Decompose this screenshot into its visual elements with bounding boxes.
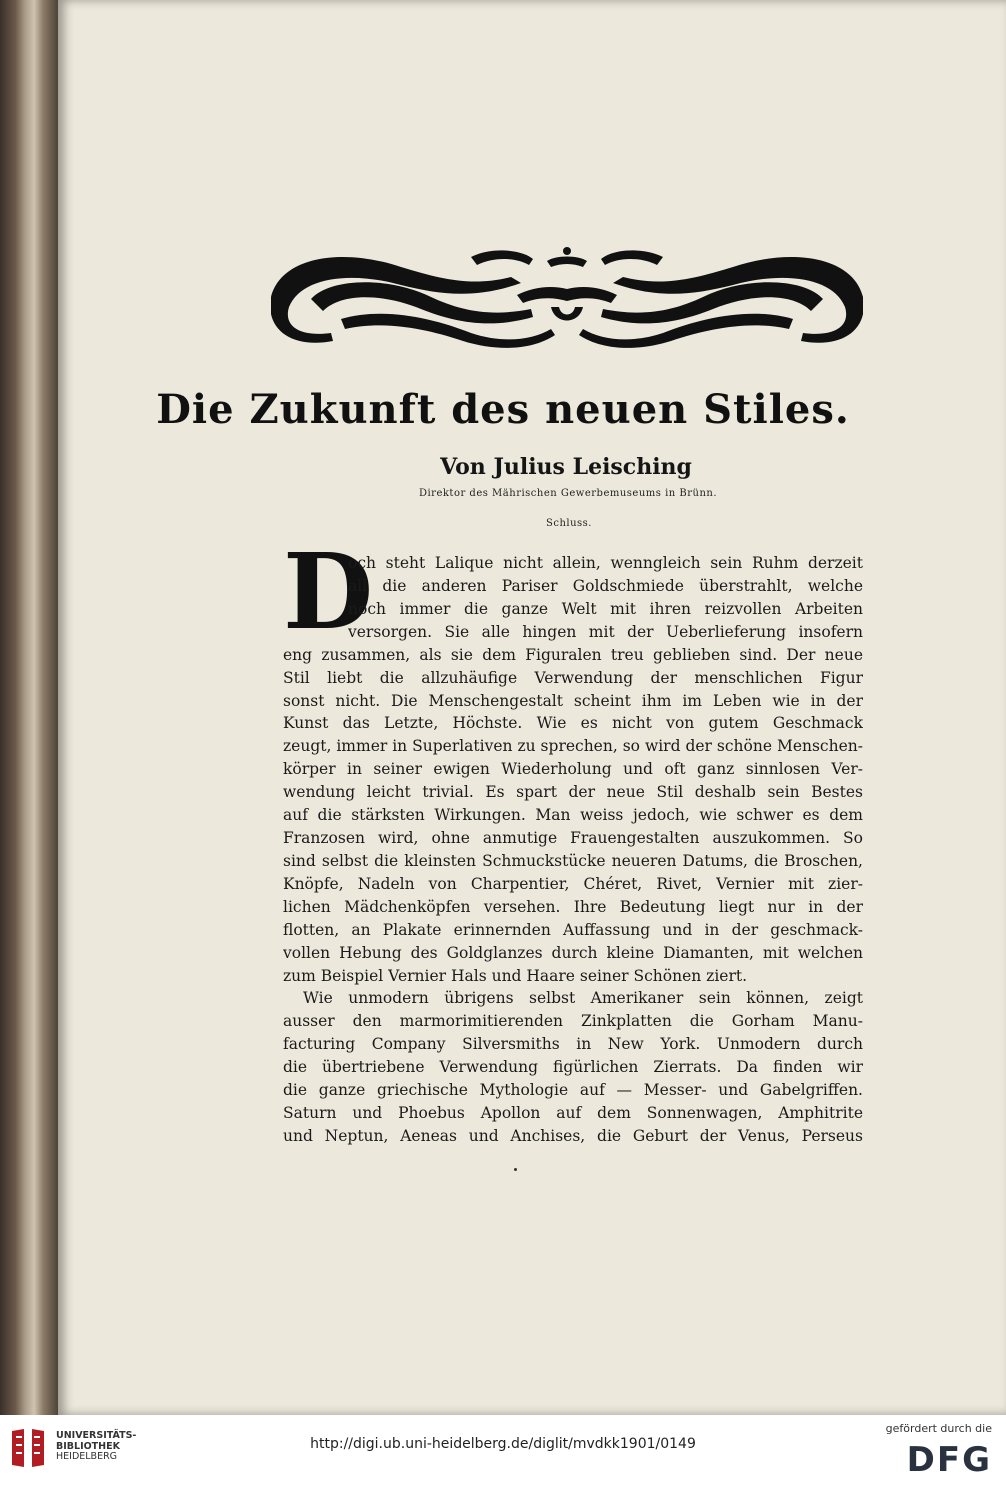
article-author: Von Julius Leisching	[440, 454, 692, 480]
text-line: vollen Hebung des Goldglanzes durch kleine Diamanten, mit welchen	[283, 943, 863, 962]
text-line: Wie unmodern übrigens selbst Amerikaner sein können, zeigt	[303, 989, 863, 1008]
article-title: Die Zukunft des neuen Stiles.	[156, 386, 850, 433]
text-line: zeugt, immer in Superlativen zu sprechen, so wird der schöne Menschen-	[283, 737, 863, 756]
text-line: körper in seiner ewigen Wiederholung und oft ganz sinnlosen Ver-	[283, 760, 863, 779]
text-line: eng zusammen, als sie dem Figuralen treu geblieben sind. Der neue	[283, 645, 863, 664]
book-spine	[0, 0, 62, 1415]
art-nouveau-ornament-icon	[271, 237, 863, 349]
text-line: Stil liebt die allzuhäufige Verwendung der menschlichen Figur	[283, 668, 863, 687]
text-line: facturing Company Silversmiths in New York. Unmodern durch	[283, 1035, 863, 1054]
text-line: all die anderen Pariser Goldschmiede überstrahlt, welche	[348, 576, 863, 595]
library-line-3: HEIDELBERG	[56, 1451, 118, 1462]
source-url-link[interactable]: http://digi.ub.uni-heidelberg.de/diglit/mvdkk1901/0149	[310, 1436, 696, 1452]
text-line: Knöpfe, Nadeln von Charpentier, Chéret, Rivet, Vernier mit zier-	[283, 874, 863, 893]
author-position: Direktor des Mährischen Gewerbemuseums in Brünn.	[418, 488, 718, 499]
text-line: flotten, an Plakate erinnernden Auffassung und in der geschmack-	[283, 920, 863, 939]
text-line: und Neptun, Aeneas und Anchises, die Geburt der Venus, Perseus	[283, 1127, 863, 1145]
text-line: Franzosen wird, ohne anmutige Frauengestalten auszukommen. So	[283, 829, 863, 848]
text-line: auf die stärksten Wirkungen. Man weiss jedoch, wie schwer es dem	[283, 806, 863, 825]
text-line: sind selbst die kleinsten Schmuckstücke neueren Datums, die Broschen,	[283, 851, 863, 870]
text-line: wendung leicht trivial. Es spart der neue Stil deshalb sein Bestes	[283, 783, 863, 802]
text-line: Saturn und Phoebus Apollon auf dem Sonnenwagen, Amphitrite	[283, 1104, 863, 1123]
dfg-logo-icon[interactable]: DFG	[906, 1440, 992, 1480]
library-line-2: BIBLIOTHEK	[56, 1440, 120, 1452]
library-line-1: UNIVERSITÄTS-	[56, 1430, 137, 1441]
text-line: Kunst das Letzte, Höchste. Wie es nicht von gutem Geschmack	[283, 714, 863, 733]
text-line: zum Beispiel Vernier Hals und Haare seiner Schönen ziert.	[283, 966, 748, 985]
text-line: och steht Lalique nicht allein, wenngleich sein Ruhm derzeit	[348, 554, 863, 572]
text-line: die übertriebene Verwendung figürlichen Zierrats. Da finden wir	[283, 1058, 863, 1077]
text-line: noch immer die ganze Welt mit ihren reizvollen Arbeiten	[348, 599, 863, 618]
text-line: sonst nicht. Die Menschengestalt scheint ihm im Leben wie in der	[283, 691, 863, 710]
text-line: ausser den marmorimitierenden Zinkplatten die Gorham Manu-	[283, 1012, 863, 1031]
funded-by-label: gefördert durch die	[885, 1422, 992, 1435]
text-line: versorgen. Sie alle hingen mit der Ueberlieferung insofern	[348, 622, 863, 641]
text-line: lichen Mädchenköpfen versehen. Ihre Bedeutung liegt nur in der	[283, 897, 863, 916]
page-dot	[514, 1168, 517, 1171]
conclusion-label: Schluss.	[546, 518, 592, 529]
drop-cap: D	[283, 530, 374, 653]
text-line: die ganze griechische Mythologie auf — Messer- und Gabelgriffen.	[283, 1081, 863, 1100]
